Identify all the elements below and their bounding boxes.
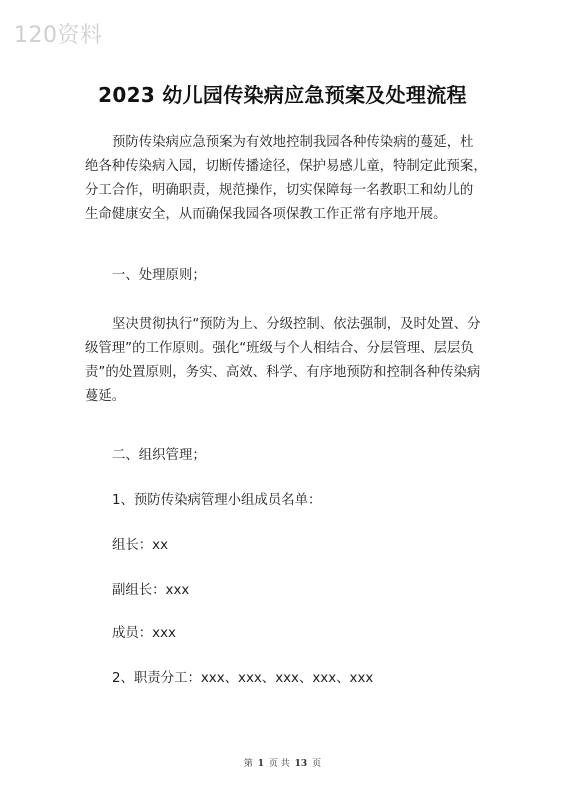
duties-line: 2、职责分工：xxx、xxx、xxx、xxx、xxx: [112, 671, 374, 686]
section1-paragraph: [85, 313, 490, 409]
intro-line: 预防传染病应急预案为有效地控制我园各种传染病的蔓延，杜: [112, 135, 474, 150]
section1-line: 坚决贯彻执行“预防为上、分级控制、依法强制，及时处置、分: [112, 317, 481, 332]
watermark: 120资料: [14, 23, 103, 48]
vice-leader-line: 副组长：xxx: [112, 583, 190, 598]
section1-line: 蔓延。: [85, 389, 126, 404]
members-line: 成员：xxx: [112, 626, 176, 641]
page-footer: [0, 756, 565, 769]
footer-prefix: 第: [243, 759, 253, 769]
member-list-label: 1、预防传染病管理小组成员名单：: [112, 493, 322, 508]
footer-suffix: 页: [312, 759, 322, 769]
intro-line: 生命健康安全，从而确保我园各项保教工作正常有序地开展。: [85, 207, 447, 222]
intro-paragraph: [85, 131, 490, 227]
footer-total-pages: 13: [294, 759, 308, 769]
section1-line: 责”的处置原则，务实、高效、科学、有序地预防和控制各种传染病: [85, 365, 481, 380]
footer-middle: 页 共: [268, 759, 290, 769]
footer-page-number: 1: [257, 759, 265, 769]
section2-heading: 二、组织管理；: [112, 448, 206, 463]
intro-line: 绝各种传染病入园，切断传播途径，保护易感儿童，特制定此预案，: [85, 159, 487, 174]
intro-line: 分工合作，明确职责，规范操作，切实保障每一名教职工和幼儿的: [85, 183, 474, 198]
document-title: 2023 幼儿园传染病应急预案及处理流程: [98, 83, 467, 107]
section1-heading: 一、处理原则；: [112, 268, 206, 283]
leader-line: 组长：xx: [112, 538, 169, 553]
section1-line: 级管理”的工作原则。强化“班级与个人相结合、分层管理、层层负: [85, 341, 474, 356]
